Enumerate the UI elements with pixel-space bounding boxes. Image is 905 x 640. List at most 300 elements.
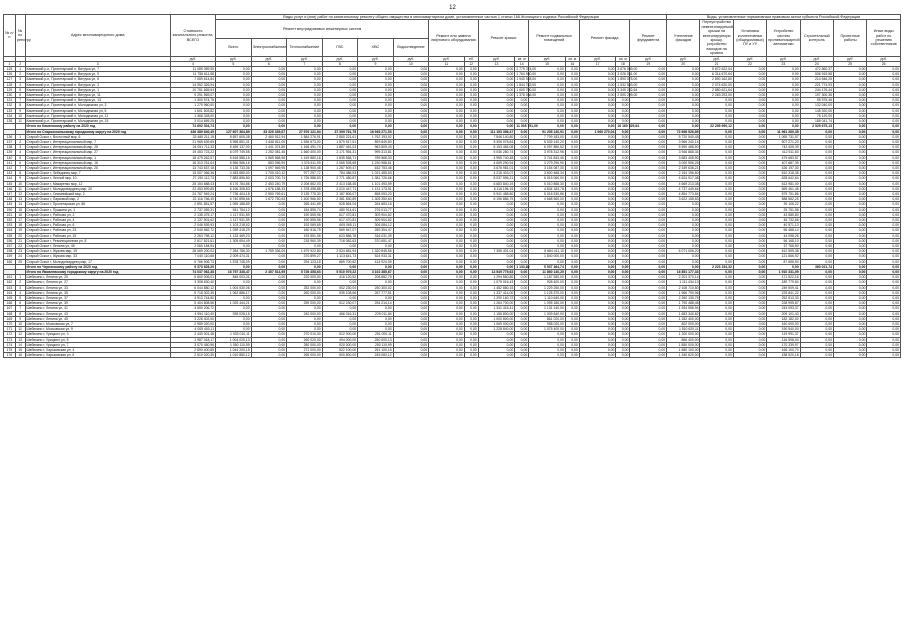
table-cell: 0,00 <box>565 155 579 160</box>
table-cell: 0,00 <box>579 103 616 108</box>
table-cell: 0,00 <box>667 212 700 217</box>
table-cell: 0,00 <box>464 145 478 150</box>
table-cell: 4 005 400,11 <box>170 327 215 332</box>
table-cell: 0,00 <box>833 228 866 233</box>
table-cell: 0,00 <box>565 217 579 222</box>
table-cell: 1 305 350,64 <box>358 197 394 202</box>
table-cell: 0,00 <box>630 176 667 181</box>
table-cell: 142 <box>4 165 16 170</box>
table-cell: 0,00 <box>358 82 394 87</box>
table-cell: 0,00 <box>393 301 429 306</box>
table-cell: Старый Оскол г, Пушкина ул, 1 <box>25 207 170 212</box>
table-cell: 0,00 <box>429 186 465 191</box>
table-cell: 0,00 <box>529 77 566 82</box>
table-cell: 2 891 851,57 <box>170 202 215 207</box>
table-cell: 1 138 900,48 <box>287 165 323 170</box>
table-cell: 289 354,47 <box>358 228 394 233</box>
table-cell: 136 <box>4 134 16 139</box>
table-cell: 3 <box>25 61 170 66</box>
table-cell: 23 <box>15 249 25 254</box>
table-cell: 0,00 <box>616 332 630 337</box>
table-cell: руб. <box>867 56 901 61</box>
table-cell: 0,00 <box>429 108 465 113</box>
table-cell: 4 624 917,08 <box>667 176 700 181</box>
table-cell: 0,00 <box>733 296 766 301</box>
table-cell: 0,00 <box>630 103 667 108</box>
table-cell: 1 532 803,00 <box>617 82 638 87</box>
table-cell: 0,00 <box>579 98 616 103</box>
table-cell: 16 963 271,53 <box>358 129 394 134</box>
table-cell: 87 656,94 <box>767 259 800 264</box>
table-cell: 0,00 <box>579 124 616 129</box>
table-cell: 0,00 <box>579 77 616 82</box>
table-cell: 7 089 614,84 <box>170 77 215 82</box>
table-cell: 893 849,80 <box>358 139 394 144</box>
table-cell: 2 040 582,72 <box>170 228 215 233</box>
table-cell: 0,00 <box>529 212 566 217</box>
table-cell: 0,00 <box>358 316 394 321</box>
table-cell: 0,00 <box>700 155 733 160</box>
table-cell: 0,00 <box>429 327 465 332</box>
table-cell: 309 904,82 <box>358 212 394 217</box>
table-cell: 0,00 <box>565 233 579 238</box>
table-cell: 0,00 <box>251 124 287 129</box>
table-cell: 1 065 731,57 <box>767 134 800 139</box>
table-cell: 0,00 <box>733 337 766 342</box>
table-cell: руб. <box>700 56 733 61</box>
table-cell: 0,00 <box>429 212 465 217</box>
table-cell: 0,00 <box>630 119 667 124</box>
table-cell: 2 223 154,32 <box>700 264 733 269</box>
table-cell: 0,00 <box>216 119 252 124</box>
table-cell: 0,00 <box>515 191 529 196</box>
table-cell: 5 404 808,56 <box>170 301 215 306</box>
table-cell: 245 080,12 <box>358 353 394 358</box>
table-cell: 0,00 <box>616 202 630 207</box>
table-cell: 0,00 <box>630 228 667 233</box>
table-cell: 0,00 <box>478 228 515 233</box>
table-cell: 0,00 <box>616 311 630 316</box>
table-cell: 0,00 <box>429 332 465 337</box>
table-cell: 0,00 <box>700 202 733 207</box>
table-cell: 0,00 <box>358 67 394 72</box>
table-cell: Старый Оскол г, Жукова мкр, 19 <box>25 249 170 254</box>
table-cell: 0,00 <box>767 119 800 124</box>
table-cell: 0,00 <box>616 269 630 274</box>
table-cell: 1 133 469,23 <box>216 233 252 238</box>
table-cell: 0,00 <box>616 191 630 196</box>
table-cell: 0,00 <box>733 223 766 228</box>
table-cell: 240 000,00 <box>287 311 323 316</box>
table-cell: 91 205 140,91 <box>529 129 566 134</box>
table-cell: 0,00 <box>565 316 579 321</box>
table-cell: 3 676 981,01 <box>478 165 515 170</box>
table-cell: 264 883,16 <box>358 202 394 207</box>
table-cell: 0,00 <box>565 254 579 259</box>
table-cell: 0,00 <box>867 342 901 347</box>
table-cell: 164 <box>4 290 16 295</box>
table-cell: 0,00 <box>700 160 733 165</box>
table-cell: 159 <box>4 254 16 259</box>
table-cell: 0,00 <box>565 238 579 243</box>
table-cell: 0,00 <box>515 103 529 108</box>
table-cell: 0,00 <box>579 238 616 243</box>
table-cell: 605 065,11 <box>322 223 358 228</box>
table-cell: 134 <box>4 113 16 118</box>
table-cell: 2 139 775,30 <box>287 191 323 196</box>
table-cell: 0,00 <box>579 87 616 92</box>
table-cell: 316 031,39 <box>358 233 394 238</box>
table-cell: 0,00 <box>251 285 287 290</box>
table-cell: 2 046 539,93 <box>170 223 215 228</box>
table-cell: 152 <box>4 217 16 222</box>
table-cell: 0,00 <box>429 228 465 233</box>
table-cell: 0,00 <box>429 176 465 181</box>
table-cell: 0,00 <box>733 332 766 337</box>
table-cell: 37 766,50 <box>767 243 800 248</box>
table-cell: 869 700,82 <box>322 259 358 264</box>
table-cell: 1 079 016,43 <box>478 280 515 285</box>
table-cell: 1 125 370,00 <box>529 290 566 295</box>
table-cell: Старый Оскол г, Интернациональный мкр, 26 <box>25 165 170 170</box>
table-cell: 0,00 <box>733 150 766 155</box>
table-cell: 0,00 <box>565 124 579 129</box>
table-cell: 0,00 <box>478 77 515 82</box>
table-cell: 18 479 262,57 <box>170 155 215 160</box>
table-cell: 588 562,25 <box>767 197 800 202</box>
table-cell: 0,00 <box>216 77 252 82</box>
table-cell: 0,00 <box>767 108 800 113</box>
table-cell: 0,00 <box>216 306 252 311</box>
table-cell: 0,00 <box>464 217 478 222</box>
table-cell: 2 171 954,31 <box>322 150 358 155</box>
table-cell: 0,00 <box>565 67 579 72</box>
table-cell: 0,00 <box>565 77 579 82</box>
table-cell: 0,00 <box>767 82 800 87</box>
table-cell: 0,00 <box>733 197 766 202</box>
table-cell: 0,00 <box>800 327 833 332</box>
table-cell: 0,00 <box>429 67 465 72</box>
table-cell: 0,00 <box>515 129 529 134</box>
table-cell: 0,00 <box>464 337 478 342</box>
table-cell: 0,00 <box>216 98 252 103</box>
table-cell: 0,00 <box>579 264 616 269</box>
table-cell: 144 <box>4 176 16 181</box>
table-cell: 0,00 <box>251 332 287 337</box>
table-cell: 0,00 <box>565 342 579 347</box>
table-cell: 0,00 <box>800 186 833 191</box>
table-cell: 0,00 <box>565 72 579 77</box>
table-cell: 0,00 <box>478 238 515 243</box>
table-cell: 1 887 461,03 <box>322 145 358 150</box>
table-cell: 0,00 <box>700 348 733 353</box>
table-cell: 0,00 <box>515 139 529 144</box>
table-cell: 0,00 <box>616 119 630 124</box>
table-cell: 0,00 <box>630 290 667 295</box>
table-cell: 0,00 <box>464 290 478 295</box>
table-cell: 0,00 <box>833 259 866 264</box>
table-cell: 111 153 396,47 <box>478 129 515 134</box>
table-body <box>4 56 901 358</box>
table-cell: 4 894 773,54 <box>667 191 700 196</box>
table-cell: 0,00 <box>630 301 667 306</box>
table-cell: 0,00 <box>733 301 766 306</box>
table-cell: 0,00 <box>833 275 866 280</box>
table-cell: 20 <box>15 233 25 238</box>
table-cell: 0,00 <box>478 254 515 259</box>
table-cell: 0,00 <box>616 348 630 353</box>
table-cell: 0,00 <box>667 113 700 118</box>
table-cell: 1 200 000,00 <box>667 332 700 337</box>
table-cell: 0,00 <box>429 290 465 295</box>
table-cell: 1 131 140,00 <box>529 306 566 311</box>
table-cell: 0,00 <box>287 119 323 124</box>
table-cell: 0,00 <box>393 322 429 327</box>
table-cell: 0,00 <box>529 98 566 103</box>
table-cell: 0,00 <box>429 202 465 207</box>
table-cell: 0,00 <box>393 228 429 233</box>
table-cell: 0,00 <box>287 103 323 108</box>
table-cell: 166 100,70 <box>767 348 800 353</box>
table-cell: 0,00 <box>393 306 429 311</box>
table-cell: 0,00 <box>867 207 901 212</box>
table-cell: 0,00 <box>616 134 630 139</box>
table-cell: 0,00 <box>478 259 515 264</box>
table-cell: 0,00 <box>529 93 566 98</box>
table-cell: 0,00 <box>565 259 579 264</box>
table-cell: 0,00 <box>800 342 833 347</box>
table-cell: 716 082,63 <box>322 238 358 243</box>
table-cell: 0,00 <box>867 254 901 259</box>
table-cell: 2 194 196,60 <box>667 171 700 176</box>
table-cell: 2 850 221,61 <box>322 134 358 139</box>
table-cell: 2 <box>15 61 25 66</box>
table-cell: 9 <box>15 108 25 113</box>
table-cell: 0,00 <box>579 67 616 72</box>
table-cell: 0,00 <box>565 223 579 228</box>
table-cell: 0,00 <box>529 87 566 92</box>
table-cell: 0,00 <box>800 197 833 202</box>
table-cell: 0,00 <box>358 119 394 124</box>
table-cell: 512 230,07 <box>322 301 358 306</box>
table-cell: 941 754,12 <box>216 207 252 212</box>
table-cell: 209 101,43 <box>767 311 800 316</box>
table-cell: 0,00 <box>833 306 866 311</box>
table-cell: 0,00 <box>322 67 358 72</box>
table-cell: 0,00 <box>464 212 478 217</box>
table-cell: 0,00 <box>833 72 866 77</box>
table-cell: 0,00 <box>464 233 478 238</box>
table-cell: 2 349 638,21 <box>667 165 700 170</box>
table-cell: 126 <box>4 72 16 77</box>
table-cell: Шебекино г, Ленина ул, 27 <box>25 280 170 285</box>
table-cell: 1 762 193,92 <box>358 134 394 139</box>
table-cell: 0,00 <box>767 93 800 98</box>
table-cell: 0,00 <box>867 197 901 202</box>
table-cell: 1 452 880,15 <box>478 285 515 290</box>
table-cell: 1 101 493,59 <box>358 181 394 186</box>
table-cell: 43 585,80 <box>767 212 800 217</box>
table-cell: 0,00 <box>464 202 478 207</box>
table-cell: 1 021 485,63 <box>358 171 394 176</box>
table-cell: Старый Оскол г, Лебединец мкр, 7 <box>25 171 170 176</box>
table-cell: 0,00 <box>429 165 465 170</box>
table-cell: 0,00 <box>464 353 478 358</box>
table-cell: 2 060 184,54 <box>170 243 215 248</box>
table-cell: 0,00 <box>667 124 700 129</box>
table-cell: 0,00 <box>630 165 667 170</box>
table-cell: 260 020,00 <box>287 337 323 342</box>
table-cell: 1 110 640,00 <box>529 296 566 301</box>
table-cell: 0,00 <box>833 124 866 129</box>
table-cell: 0,00 <box>579 259 616 264</box>
table-cell: 3 279 290,90 <box>529 160 566 165</box>
table-cell: 0,00 <box>393 176 429 181</box>
table-cell: 1 578 748,09 <box>216 259 252 264</box>
table-cell: 380 021,74 <box>800 264 833 269</box>
table-cell: 0,00 <box>515 108 529 113</box>
table-cell: 0,00 <box>833 150 866 155</box>
table-cell: 1 648 811,00 <box>251 139 287 144</box>
table-cell: 0,00 <box>733 275 766 280</box>
table-cell: 0,00 <box>478 72 515 77</box>
table-cell: 0,00 <box>579 285 616 290</box>
table-cell: 0,00 <box>867 113 901 118</box>
table-cell: 0,00 <box>733 207 766 212</box>
table-cell: 0,00 <box>287 98 323 103</box>
table-cell: Шебекино г, Ленина ул, 45 <box>25 316 170 321</box>
table-cell: 0,00 <box>464 311 478 316</box>
table-cell: 1 133,80 <box>516 264 530 269</box>
table-cell: 507 271,20 <box>767 139 800 144</box>
header-engineering-systems: Ремонт внутридомовых инженерных систем <box>216 20 429 38</box>
header-sewerage: Водоотведение <box>393 38 429 56</box>
table-cell: 1 419 880,16 <box>287 155 323 160</box>
table-cell: 127 <box>4 77 16 82</box>
table-cell: 7 <box>287 61 323 66</box>
table-cell: 0,00 <box>700 134 733 139</box>
table-cell: 0,00 <box>700 223 733 228</box>
table-cell: 0,00 <box>478 119 515 124</box>
table-cell: 116 598,04 <box>767 337 800 342</box>
table-cell: 16 851 177,33 <box>667 269 700 274</box>
table-cell: 784 486,53 <box>322 171 358 176</box>
table-cell: 11 <box>15 119 25 124</box>
table-cell: 0,00 <box>700 353 733 358</box>
table-cell: 0,00 <box>667 233 700 238</box>
table-cell: 0,00 <box>393 238 429 243</box>
table-cell: 1 966 790,96 <box>667 290 700 295</box>
table-cell: 0,00 <box>867 186 901 191</box>
table-cell: 0,00 <box>616 301 630 306</box>
table-cell: 23 <box>767 61 800 66</box>
table-cell: 1 839 568,71 <box>322 155 358 160</box>
table-cell: 0,00 <box>579 108 616 113</box>
table-cell: 0,00 <box>393 290 429 295</box>
table-cell: 1 062 886,17 <box>216 290 252 295</box>
table-cell: 0,00 <box>393 93 429 98</box>
table-cell: 0,00 <box>733 186 766 191</box>
table-cell: 0,00 <box>867 223 901 228</box>
table-cell: 1 700 410,12 <box>251 171 287 176</box>
table-cell: 25 751,58 <box>767 207 800 212</box>
table-cell: 0,00 <box>565 82 579 87</box>
table-cell: 22 <box>733 61 766 66</box>
table-cell: 524 933,31 <box>358 254 394 259</box>
table-cell: 0,00 <box>393 316 429 321</box>
table-cell: 1 340 620,00 <box>667 353 700 358</box>
table-cell: 0,00 <box>515 233 529 238</box>
table-cell: 0,00 <box>630 322 667 327</box>
table-cell: 0,00 <box>700 191 733 196</box>
table-cell: 0,00 <box>800 171 833 176</box>
table-cell: 0,00 <box>700 342 733 347</box>
table-cell: 0,00 <box>733 254 766 259</box>
table-cell: 4 913 744,80 <box>170 296 215 301</box>
table-cell: Каменский р-н, Пролетарский п, Молодежная ул, 11 <box>25 113 170 118</box>
table-cell: 5 684 411,10 <box>529 249 566 254</box>
table-cell: 0,00 <box>322 316 358 321</box>
table-cell: 0,00 <box>733 342 766 347</box>
table-cell: 0,00 <box>616 259 630 264</box>
table-cell: 1 381 726,66 <box>358 176 394 181</box>
table-cell: 0,00 <box>800 150 833 155</box>
table-cell: 0,00 <box>733 264 766 269</box>
table-cell: 1 <box>15 275 25 280</box>
table-cell: 11 961 260,35 <box>767 129 800 134</box>
header-other-works: Иные виды работ по решению собственников <box>867 20 901 56</box>
table-cell: руб. <box>287 56 323 61</box>
table-cell: 6 097 880,52 <box>529 145 566 150</box>
table-cell: 0,00 <box>515 327 529 332</box>
table-cell: 252 000,00 <box>287 285 323 290</box>
table-cell: 170 <box>4 322 16 327</box>
table-cell: 0,00 <box>833 280 866 285</box>
table-cell: 0,00 <box>565 353 579 358</box>
table-cell: 0,00 <box>464 93 478 98</box>
table-cell: 0,00 <box>833 202 866 207</box>
table-cell: 1 600 700,00 <box>516 87 537 92</box>
table-cell: 1 131 173,91 <box>358 186 394 191</box>
table-cell: 0,00 <box>700 113 733 118</box>
table-cell: 0,00 <box>616 353 630 358</box>
table-cell: 0,00 <box>867 145 901 150</box>
table-cell: 1 025 444,21 <box>216 301 252 306</box>
table-cell: 2 <box>15 139 25 144</box>
table-cell: 192 069,69 <box>287 223 323 228</box>
header-hot-water: ГВС <box>322 38 358 56</box>
table-cell: 0,00 <box>579 296 616 301</box>
table-cell: 0,00 <box>867 228 901 233</box>
table-cell: Каменский р-н, Пролетарский п, Витрука ул, 9 <box>25 72 170 77</box>
table-cell: 6 015 060,00 <box>529 176 566 181</box>
table-cell: 0,00 <box>393 155 429 160</box>
table-cell: 0,00 <box>565 139 579 144</box>
table-cell: 0,00 <box>565 280 579 285</box>
table-cell: 0,00 <box>630 280 667 285</box>
table-cell: 1 660 400,00 <box>287 150 323 155</box>
table-cell: 0,00 <box>733 249 766 254</box>
table-cell: 1 850 000,00 <box>667 342 700 347</box>
table-cell: 0,00 <box>630 129 667 134</box>
table-cell: 0,00 <box>700 108 733 113</box>
table-cell: 0,00 <box>464 280 478 285</box>
table-cell: 0,00 <box>616 223 630 228</box>
table-cell: Итого по Чернянскому району на 2020 год <box>25 264 170 269</box>
table-cell: 0,00 <box>733 290 766 295</box>
table-cell: 1 <box>4 61 16 66</box>
table-cell: 0,00 <box>630 197 667 202</box>
